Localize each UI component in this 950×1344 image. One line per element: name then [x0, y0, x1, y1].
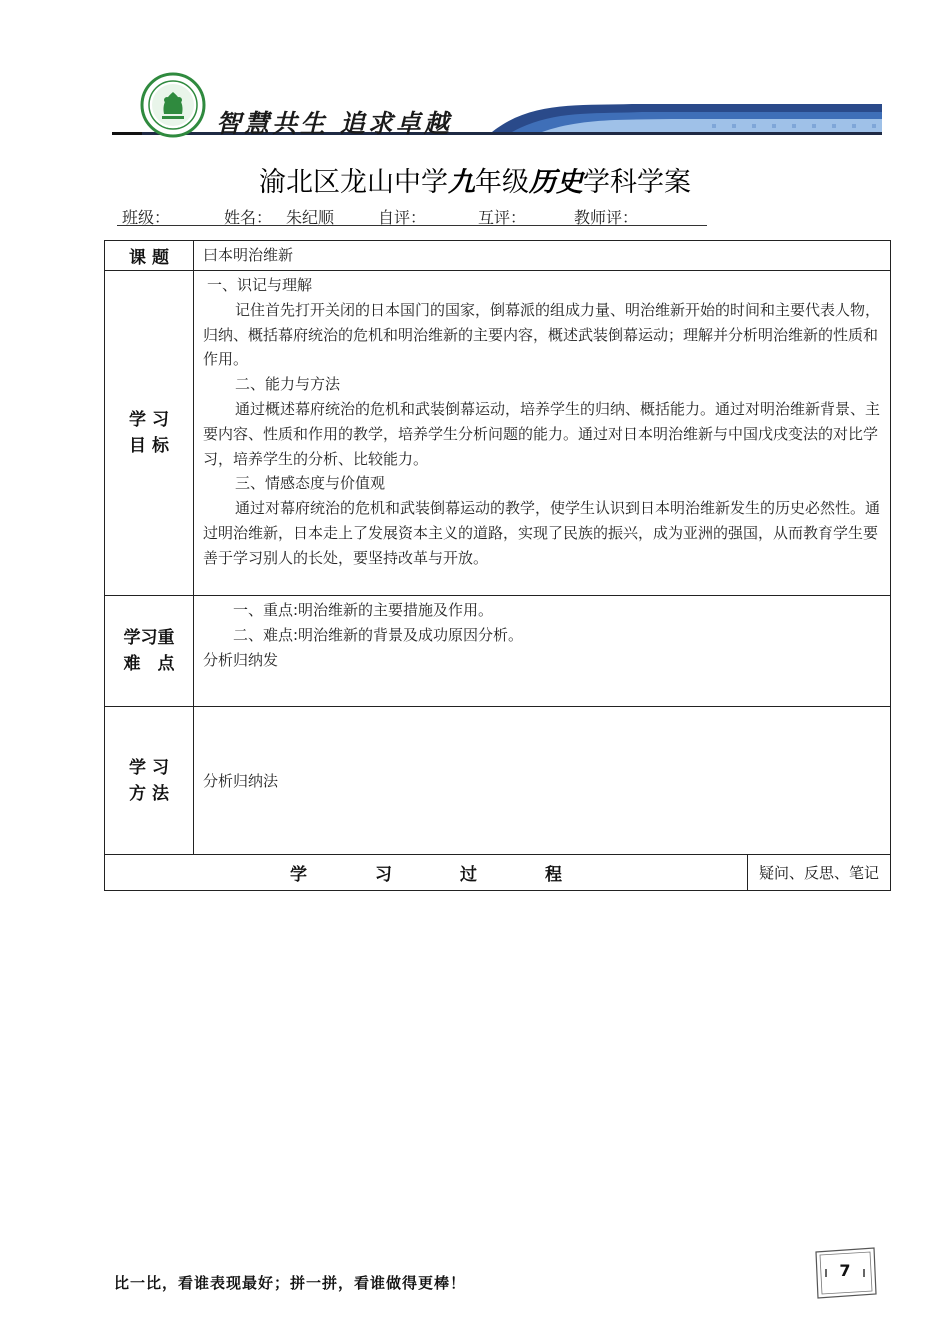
topic-value: 曰本明治维新: [194, 241, 891, 271]
school-motto: 智慧共生 追求卓越: [216, 109, 452, 138]
keypoints-label-line1: 学习重: [123, 628, 175, 648]
method-label: [105, 707, 194, 855]
goal-text-3: 通过对幕府统治的危机和武装倒幕运动的教学，使学生认识到日本明治维新发生的历史必然性。通过明治维新，日本走上了发展资本主义的道路，实现了民族的振兴，成为亚洲的强国，从而教育学生要善于学习别人的长处，要坚持改革与开放。: [203, 499, 881, 567]
topic-label: 课 题: [105, 241, 194, 271]
lesson-plan-table: [104, 240, 891, 891]
page-number: 7: [839, 1261, 851, 1280]
keypoints-label: [105, 596, 194, 707]
keypoint-1: 一、重点:明治维新的主要措施及作用。: [233, 601, 494, 619]
goals-row: [105, 271, 891, 596]
class-label: 班级：: [122, 208, 171, 227]
peer-eval-label: 互评：: [478, 208, 527, 227]
goal-heading-1: 一、识记与理解: [207, 276, 313, 294]
keypoints-row: [105, 596, 891, 707]
footer-slogan: 比一比，看谁表现最好；拼一拼，看谁做得更棒！: [114, 1274, 467, 1292]
goals-label-line1: 学 习: [129, 410, 169, 430]
name-label: 姓名：: [224, 208, 273, 227]
teacher-eval-label: 教师评：: [574, 208, 639, 227]
process-char-3: 过: [460, 865, 477, 885]
keypoint-3: 分析归纳发: [203, 650, 279, 669]
goals-content: [194, 271, 891, 596]
goal-heading-2: 二、能力与方法: [235, 375, 341, 394]
title-grade-suffix: 年级: [475, 167, 529, 198]
process-heading: [105, 855, 748, 891]
title-school: 渝北区龙山中学: [259, 167, 448, 198]
keypoints-content: [194, 596, 891, 707]
process-char-1: 学: [290, 865, 307, 885]
process-char-2: 习: [375, 865, 392, 885]
goals-label: [105, 271, 194, 596]
method-label-line1: 学 习: [129, 757, 169, 778]
keypoint-2: 二、难点:明治维新的背景及成功原因分析。: [233, 625, 524, 644]
topic-row: [105, 241, 891, 271]
method-row: [105, 707, 891, 855]
goal-text-1: 记住首先打开关闭的日本国门的国家，倒幕派的组成力量、明治维新开始的时间和主要代表人物，归纳、概括幕府统治的危机和明治维新的主要内容，概述武装倒幕运动；理解并分析明治维新的性质和作用。: [203, 300, 881, 369]
page-title: [0, 160, 950, 199]
page-number-box: [812, 1246, 878, 1300]
title-grade: 九: [448, 167, 475, 198]
goal-heading-3: 三、情感态度与价值观: [235, 474, 386, 493]
goals-label-line2: 目 标: [129, 436, 169, 456]
method-value: 分析归纳法: [194, 707, 891, 855]
notes-heading: 疑问、反思、笔记: [748, 855, 891, 891]
school-logo: [140, 72, 206, 138]
method-label-line2: 方 法: [129, 783, 169, 804]
process-char-4: 程: [545, 865, 562, 885]
info-underline: [117, 225, 707, 226]
process-row: [105, 855, 891, 891]
goal-text-2: 通过概述幕府统治的危机和武装倒幕运动，培养学生的归纳、概括能力。通过对明治维新背景、主要内容、性质和作用的教学，培养学生分析问题的能力。通过对日本明治维新与中国戊戌变法的对比学习，培养学生的分析、比较能力。: [203, 399, 881, 468]
self-eval-label: 自评：: [378, 208, 427, 227]
title-suffix: 学科学案: [583, 167, 691, 198]
name-value: 朱纪顺: [286, 208, 335, 227]
keypoints-label-line2: 难 点: [123, 654, 175, 674]
title-subject: 历史: [529, 167, 583, 198]
